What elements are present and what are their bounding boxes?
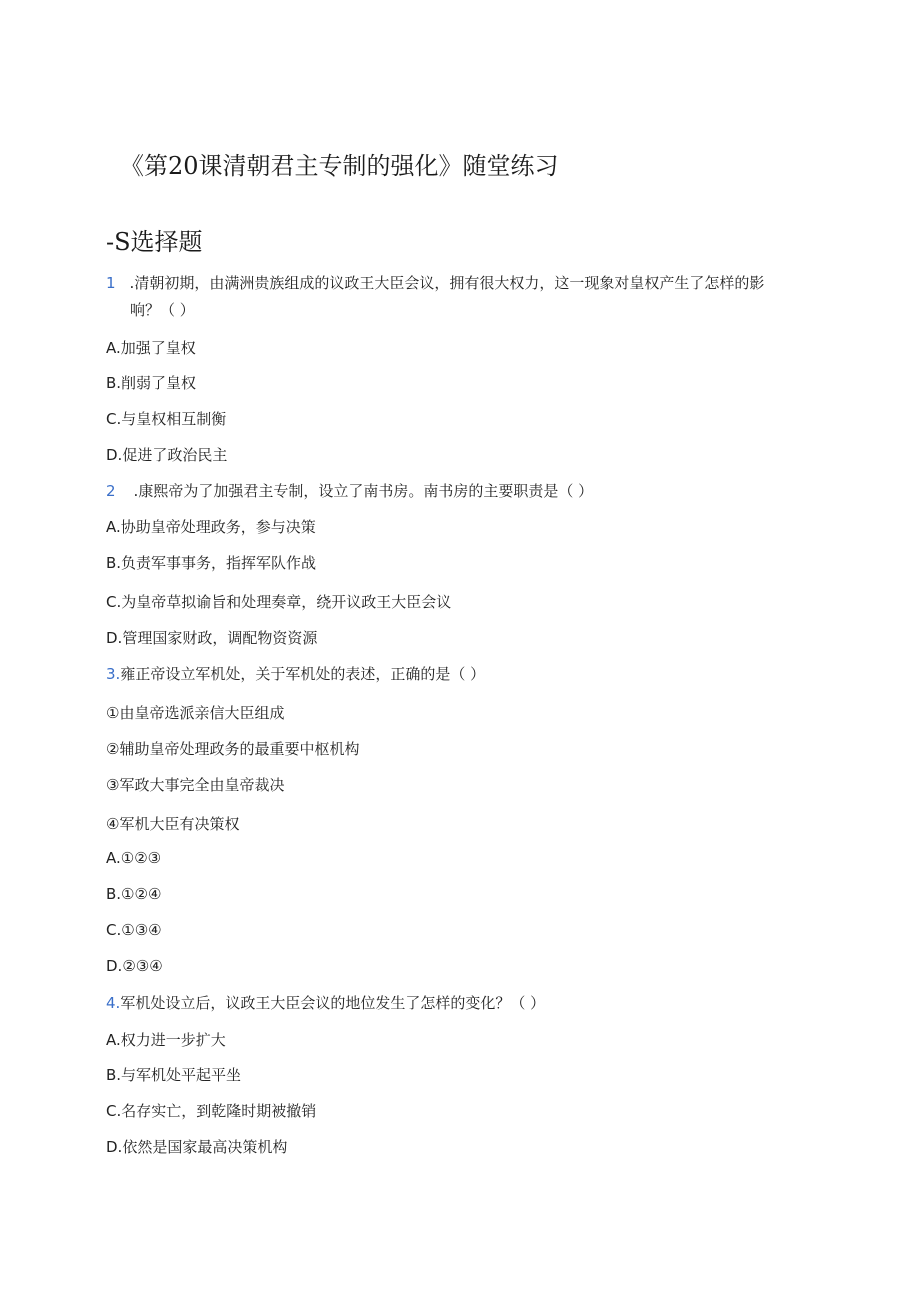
page-title: 《第20课清朝君主专制的强化》随堂练习: [120, 152, 559, 180]
option-c: C.为皇帝草拟谕旨和处理奏章，绕开议政王大臣会议: [106, 593, 452, 611]
question-text: .康熙帝为了加强君主专制，设立了南书房。南书房的主要职责是（ ）: [133, 482, 594, 500]
option-a: A.加强了皇权: [106, 339, 196, 357]
question-text: 军机处设立后，议政王大臣会议的地位发生了怎样的变化？（ ）: [120, 994, 546, 1012]
option-b: B.与军机处平起平坐: [106, 1066, 242, 1084]
question-text: .清朝初期，由满洲贵族组成的议政王大臣会议，拥有很大权力，这一现象对皇权产生了怎样的影: [129, 274, 765, 292]
option-d: D.管理国家财政，调配物资资源: [106, 629, 318, 647]
question-1: [106, 273, 764, 293]
option-d: D.②③④: [106, 957, 163, 975]
option-d: D.依然是国家最高决策机构: [106, 1138, 288, 1156]
option-a: A.协助皇帝处理政务，参与决策: [106, 518, 316, 536]
option-b: B.负责军事事务，指挥军队作战: [106, 554, 317, 572]
question-text: 雍正帝设立军机处，关于军机处的表述，正确的是（ ）: [120, 665, 486, 683]
statement-3: ③军政大事完全由皇帝裁决: [106, 776, 285, 794]
statement-4: ④军机大臣有决策权: [106, 815, 240, 833]
question-number: 3.: [106, 665, 121, 683]
option-b: B.①②④: [106, 885, 162, 903]
option-c: C.①③④: [106, 921, 162, 939]
statement-2: ②辅助皇帝处理政务的最重要中枢机构: [106, 740, 360, 758]
question-4: [106, 993, 545, 1013]
question-3: [106, 664, 485, 684]
question-number: 1: [106, 274, 116, 292]
question-number: 4.: [106, 994, 121, 1012]
question-1-continued: 响？（ ）: [130, 301, 195, 319]
option-c: C.与皇权相互制衡: [106, 410, 227, 428]
question-2: [106, 481, 593, 501]
option-a: A.权力进一步扩大: [106, 1031, 226, 1049]
option-a: A.①②③: [106, 849, 162, 867]
question-number: 2: [106, 482, 116, 500]
option-b: B.削弱了皇权: [106, 374, 197, 392]
statement-1: ①由皇帝选派亲信大臣组成: [106, 704, 285, 722]
option-c: C.名存实亡，到乾隆时期被撤销: [106, 1102, 317, 1120]
section-heading: -S选择题: [106, 228, 203, 256]
option-d: D.促进了政治民主: [106, 446, 228, 464]
